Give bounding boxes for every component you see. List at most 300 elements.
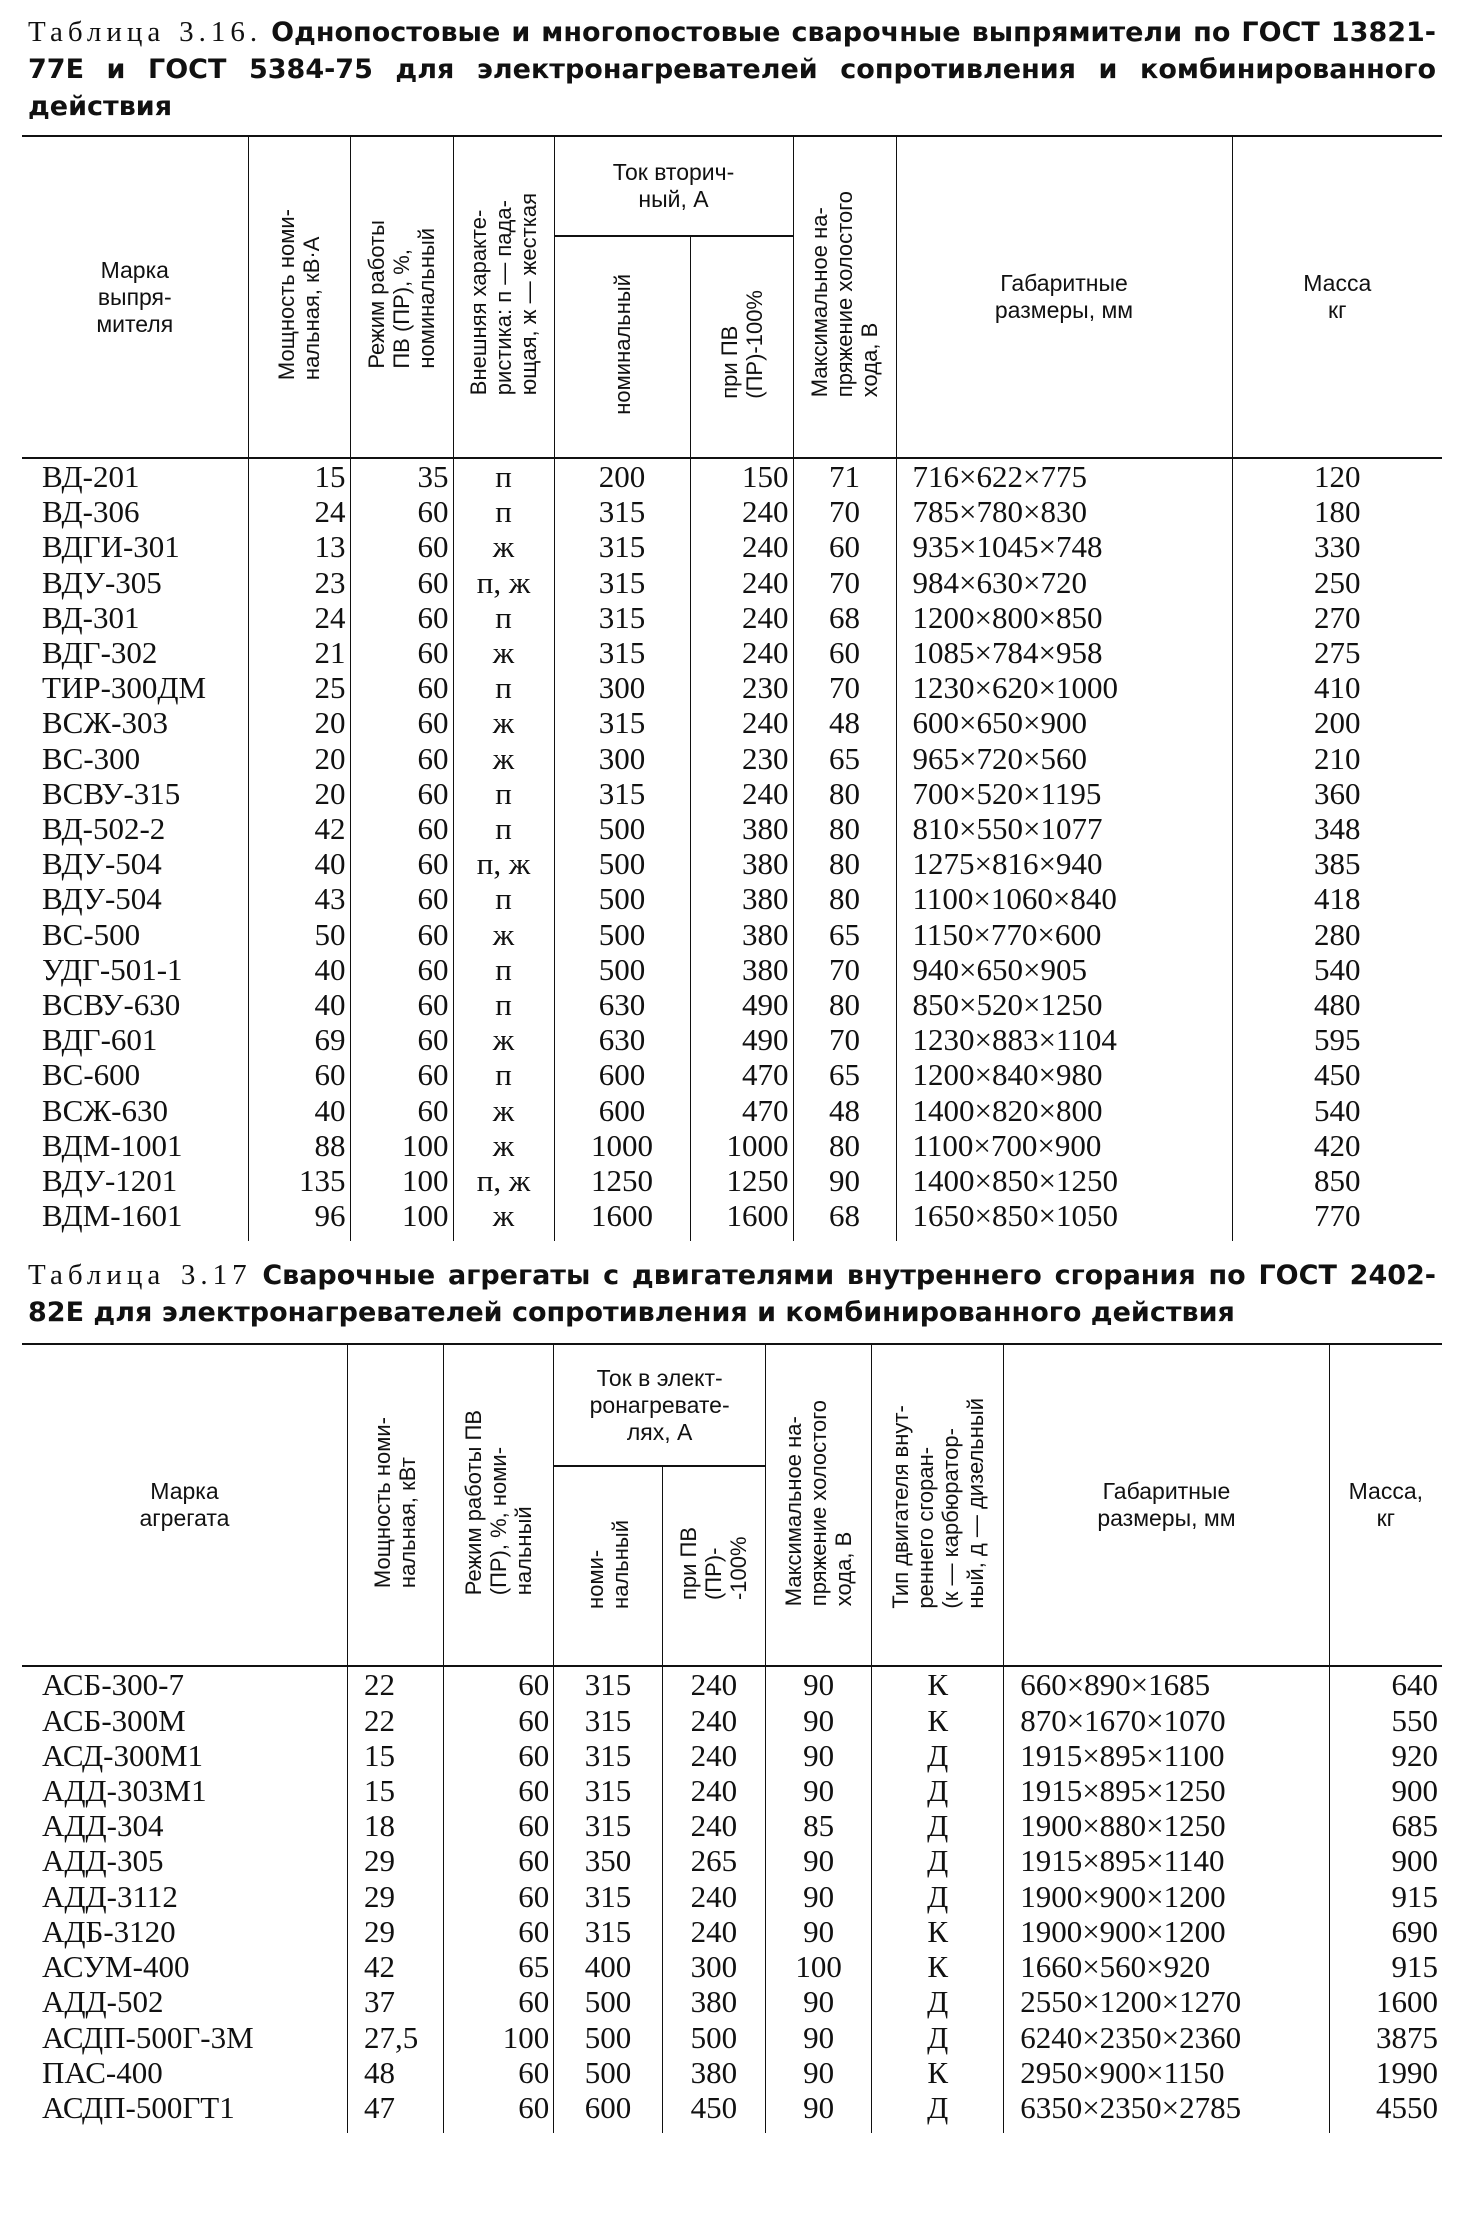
page (22, 14, 1442, 2133)
row-value-cell: 90 (765, 1773, 871, 1808)
row-value-cell: Д (872, 1843, 1004, 1878)
table-row (22, 494, 1442, 529)
row-value-cell: 1660×560×920 (1004, 1949, 1329, 1984)
row-value-cell: 1600 (554, 1198, 690, 1241)
row-value-cell: 500 (554, 1984, 662, 2019)
row-value-cell: 550 (1329, 1703, 1442, 1738)
row-value-cell: 1600 (1329, 1984, 1442, 2019)
row-value-cell: ж (453, 1093, 554, 1128)
row-value-cell: Д (872, 1773, 1004, 1808)
row-value-cell: 315 (554, 565, 690, 600)
row-value-cell: 20 (248, 776, 350, 811)
table2-header-current-group: Ток в элект- ронагревате- лях, А (554, 1344, 766, 1466)
row-value-cell: 810×550×1077 (896, 811, 1232, 846)
row-value-cell: п (453, 600, 554, 635)
row-value-cell: Д (872, 2090, 1004, 2133)
row-value-cell: ж (453, 705, 554, 740)
row-value-cell: 70 (793, 565, 896, 600)
row-value-cell: 315 (554, 635, 690, 670)
row-value-cell: 1230×620×1000 (896, 670, 1232, 705)
row-value-cell: 935×1045×748 (896, 529, 1232, 564)
row-value-cell: 80 (793, 776, 896, 811)
row-value-cell: 450 (662, 2090, 765, 2133)
row-brand-cell: ВДУ-305 (42, 564, 162, 600)
row-brand-cell: ВСЖ-303 (42, 705, 168, 741)
row-value-cell: 1230×883×1104 (896, 1022, 1232, 1057)
row-value-cell: 29 (347, 1879, 443, 1914)
row-value-cell: 60 (443, 1843, 554, 1878)
table-row (22, 565, 1442, 600)
row-value-cell: К (872, 1949, 1004, 1984)
row-value-cell: 80 (793, 987, 896, 1022)
row-value-cell: 100 (443, 2020, 554, 2055)
row-value-cell: 240 (690, 494, 793, 529)
row-value-cell: 984×630×720 (896, 565, 1232, 600)
row-value-cell: 42 (347, 1949, 443, 1984)
row-value-cell: 90 (765, 1914, 871, 1949)
table2-header-engine: Тип двигателя внут- реннего сгоран- (к — карбюратор- ный, д — дизельный (887, 1397, 988, 1609)
row-value-cell: 348 (1232, 811, 1442, 846)
row-value-cell: 380 (690, 917, 793, 952)
row-value-cell: 630 (554, 1022, 690, 1057)
row-value-cell: 380 (690, 952, 793, 987)
row-brand-cell: ВД-306 (42, 494, 140, 530)
row-value-cell: 315 (554, 1703, 662, 1738)
row-value-cell: 70 (793, 952, 896, 987)
table-row (22, 600, 1442, 635)
table2-header-current-pv100: при ПВ (ПР)- -100% (676, 1527, 752, 1601)
row-value-cell: 385 (1232, 846, 1442, 881)
table-row (22, 1738, 1442, 1773)
row-value-cell: К (872, 1703, 1004, 1738)
row-value-cell: 40 (248, 952, 350, 987)
row-value-cell: 4550 (1329, 2090, 1442, 2133)
row-value-cell: 490 (690, 1022, 793, 1057)
table2-label: Таблица 3.17 (28, 1259, 252, 1292)
row-value-cell: 240 (662, 1914, 765, 1949)
table2-header-current-nominal: номи- нальный (583, 1519, 634, 1609)
row-value-cell: 500 (554, 846, 690, 881)
row-brand-cell: АСБ-300М (42, 1702, 186, 1738)
row-value-cell: 685 (1329, 1808, 1442, 1843)
row-value-cell: 40 (248, 1093, 350, 1128)
row-value-cell: 1100×700×900 (896, 1128, 1232, 1163)
row-value-cell: 380 (662, 1984, 765, 2019)
row-value-cell: 230 (690, 670, 793, 705)
row-value-cell: 40 (248, 987, 350, 1022)
row-value-cell: 250 (1232, 565, 1442, 600)
row-value-cell: 60 (443, 1738, 554, 1773)
row-value-cell: 1150×770×600 (896, 917, 1232, 952)
row-value-cell: 65 (793, 917, 896, 952)
row-value-cell: 150 (690, 458, 793, 494)
row-value-cell: 80 (793, 846, 896, 881)
row-brand-cell: ВДУ-504 (42, 881, 162, 917)
row-value-cell: 22 (347, 1666, 443, 1702)
row-value-cell: 90 (765, 1703, 871, 1738)
table-row (22, 2090, 1442, 2133)
row-brand-cell: ПАС-400 (42, 2054, 163, 2090)
row-value-cell: 135 (248, 1163, 350, 1198)
row-value-cell: 68 (793, 600, 896, 635)
row-value-cell: 60 (350, 1022, 453, 1057)
row-value-cell: п (453, 811, 554, 846)
table-row (22, 846, 1442, 881)
row-value-cell: 21 (248, 635, 350, 670)
row-value-cell: 13 (248, 529, 350, 564)
row-value-cell: 60 (443, 1773, 554, 1808)
row-value-cell: 3875 (1329, 2020, 1442, 2055)
row-brand-cell: ТИР-300ДМ (42, 670, 207, 706)
row-value-cell: 80 (793, 1128, 896, 1163)
row-value-cell: 240 (690, 600, 793, 635)
table2-header-voltage: Максимальное на- пряжение холостого хода, В (781, 1399, 857, 1607)
table1-header-characteristic: Внешняя характе- ристика: п — пада- ющая, ж — жесткая (466, 193, 541, 396)
row-value-cell: 60 (350, 1093, 453, 1128)
row-value-cell: 88 (248, 1128, 350, 1163)
table-row (22, 741, 1442, 776)
row-brand-cell: ВС-600 (42, 1057, 141, 1093)
row-value-cell: 380 (662, 2055, 765, 2090)
row-value-cell: 40 (248, 846, 350, 881)
row-value-cell: Д (872, 1808, 1004, 1843)
table-row (22, 705, 1442, 740)
row-brand-cell: ВСВУ-630 (42, 987, 181, 1023)
row-value-cell: 315 (554, 1773, 662, 1808)
row-value-cell: 60 (350, 1057, 453, 1092)
row-value-cell: 850×520×1250 (896, 987, 1232, 1022)
row-value-cell: п (453, 987, 554, 1022)
table2-header-power: Мощность номи- нальная, кВт (370, 1417, 421, 1589)
row-value-cell: 420 (1232, 1128, 1442, 1163)
row-value-cell: 240 (662, 1738, 765, 1773)
row-value-cell: ж (453, 1128, 554, 1163)
row-value-cell: 240 (690, 776, 793, 811)
row-value-cell: 60 (350, 705, 453, 740)
row-value-cell: 71 (793, 458, 896, 494)
row-value-cell: 418 (1232, 881, 1442, 916)
row-value-cell: 630 (554, 987, 690, 1022)
table-row (22, 529, 1442, 564)
row-value-cell: 400 (554, 1949, 662, 1984)
row-value-cell: 80 (793, 881, 896, 916)
row-value-cell: 940×650×905 (896, 952, 1232, 987)
row-value-cell: 965×720×560 (896, 741, 1232, 776)
table1 (22, 135, 1442, 1241)
table1-header-current-nominal: номинальный (609, 274, 635, 415)
table-row (22, 987, 1442, 1022)
row-value-cell: Д (872, 1738, 1004, 1773)
row-value-cell: 60 (443, 1703, 554, 1738)
row-value-cell: 18 (347, 1808, 443, 1843)
table2-body (22, 1666, 1442, 2133)
row-value-cell: 600 (554, 1093, 690, 1128)
row-value-cell: 60 (350, 494, 453, 529)
row-value-cell: 60 (350, 811, 453, 846)
row-value-cell: 315 (554, 529, 690, 564)
table-row (22, 1128, 1442, 1163)
row-brand-cell: ВД-502-2 (42, 811, 166, 847)
row-value-cell: 22 (347, 1703, 443, 1738)
row-value-cell: 69 (248, 1022, 350, 1057)
row-brand-cell: ВСЖ-630 (42, 1092, 168, 1128)
row-value-cell: 315 (554, 1808, 662, 1843)
row-value-cell: 915 (1329, 1949, 1442, 1984)
row-value-cell: 500 (554, 881, 690, 916)
row-value-cell: 300 (554, 670, 690, 705)
row-value-cell: 23 (248, 565, 350, 600)
row-value-cell: 1900×900×1200 (1004, 1914, 1329, 1949)
row-value-cell: 600×650×900 (896, 705, 1232, 740)
row-value-cell: 315 (554, 600, 690, 635)
row-value-cell: 500 (554, 917, 690, 952)
row-value-cell: 595 (1232, 1022, 1442, 1057)
row-value-cell: 20 (248, 741, 350, 776)
row-brand-cell: ВД-301 (42, 599, 140, 635)
row-value-cell: 600 (554, 2090, 662, 2133)
row-value-cell: 6240×2350×2360 (1004, 2020, 1329, 2055)
row-value-cell: 90 (793, 1163, 896, 1198)
row-brand-cell: ВДГ-601 (42, 1022, 158, 1058)
row-value-cell: 24 (248, 600, 350, 635)
row-value-cell: 490 (690, 987, 793, 1022)
table-row (22, 811, 1442, 846)
row-value-cell: 900 (1329, 1843, 1442, 1878)
row-value-cell: 380 (690, 846, 793, 881)
row-value-cell: 315 (554, 494, 690, 529)
row-value-cell: 1250 (690, 1163, 793, 1198)
row-value-cell: 15 (347, 1738, 443, 1773)
row-value-cell: К (872, 2055, 1004, 2090)
table1-header-mass: Масса кг (1232, 136, 1442, 458)
row-value-cell: 60 (248, 1057, 350, 1092)
table2 (22, 1343, 1442, 2133)
row-value-cell: 48 (347, 2055, 443, 2090)
row-value-cell: 315 (554, 1914, 662, 1949)
row-brand-cell: ВДГИ-301 (42, 529, 180, 565)
row-value-cell: К (872, 1666, 1004, 1702)
table1-body (22, 458, 1442, 1241)
row-value-cell: 27,5 (347, 2020, 443, 2055)
row-value-cell: 70 (793, 494, 896, 529)
row-value-cell: 1915×895×1140 (1004, 1843, 1329, 1878)
row-value-cell: 100 (765, 1949, 871, 1984)
row-value-cell: 700×520×1195 (896, 776, 1232, 811)
row-value-cell: ж (453, 917, 554, 952)
row-value-cell: 900 (1329, 1773, 1442, 1808)
row-brand-cell: АСУМ-400 (42, 1949, 190, 1985)
row-value-cell: 90 (765, 2090, 871, 2133)
table-row (22, 1773, 1442, 1808)
row-value-cell: 1915×895×1250 (1004, 1773, 1329, 1808)
row-value-cell: 2950×900×1150 (1004, 2055, 1329, 2090)
row-value-cell: 660×890×1685 (1004, 1666, 1329, 1702)
row-value-cell: 315 (554, 1666, 662, 1702)
row-brand-cell: ВД-201 (42, 459, 140, 494)
row-value-cell: 70 (793, 670, 896, 705)
row-brand-cell: АДД-502 (42, 1984, 164, 2020)
row-value-cell: ж (453, 635, 554, 670)
row-value-cell: 915 (1329, 1879, 1442, 1914)
row-value-cell: 470 (690, 1093, 793, 1128)
row-brand-cell: ВДГ-302 (42, 635, 158, 671)
table2-header-duty: Режим работы ПВ (ПР), %, номи- нальный (460, 1410, 536, 1596)
row-value-cell: 1085×784×958 (896, 635, 1232, 670)
table-row (22, 917, 1442, 952)
row-value-cell: 1900×900×1200 (1004, 1879, 1329, 1914)
row-value-cell: 90 (765, 1843, 871, 1878)
table-row (22, 776, 1442, 811)
table-row (22, 1022, 1442, 1057)
row-value-cell: 68 (793, 1198, 896, 1241)
table-row (22, 952, 1442, 987)
table-row (22, 458, 1442, 494)
row-value-cell: п (453, 458, 554, 494)
row-value-cell: 90 (765, 1666, 871, 1702)
row-value-cell: 60 (350, 670, 453, 705)
row-value-cell: 315 (554, 776, 690, 811)
table-row (22, 2020, 1442, 2055)
row-value-cell: 920 (1329, 1738, 1442, 1773)
row-value-cell: 25 (248, 670, 350, 705)
row-value-cell: 230 (690, 741, 793, 776)
row-value-cell: 240 (690, 529, 793, 564)
table-row (22, 1703, 1442, 1738)
table-row (22, 1914, 1442, 1949)
row-brand-cell: ВС-300 (42, 740, 141, 776)
row-value-cell: п, ж (453, 846, 554, 881)
row-value-cell: 1200×840×980 (896, 1057, 1232, 1092)
row-value-cell: 270 (1232, 600, 1442, 635)
row-value-cell: 716×622×775 (896, 458, 1232, 494)
row-value-cell: п (453, 776, 554, 811)
row-value-cell: 500 (662, 2020, 765, 2055)
row-value-cell: ж (453, 1198, 554, 1241)
row-value-cell: 48 (793, 1093, 896, 1128)
row-value-cell: п (453, 494, 554, 529)
row-value-cell: 65 (443, 1949, 554, 1984)
table-row (22, 1808, 1442, 1843)
row-value-cell: 770 (1232, 1198, 1442, 1241)
row-value-cell: 60 (443, 2090, 554, 2133)
row-value-cell: Д (872, 1984, 1004, 2019)
row-value-cell: п (453, 952, 554, 987)
row-value-cell: 15 (248, 458, 350, 494)
table1-header-brand: Марка выпря- мителя (22, 136, 248, 458)
row-value-cell: 60 (350, 987, 453, 1022)
row-value-cell: 200 (554, 458, 690, 494)
row-value-cell: 315 (554, 705, 690, 740)
row-brand-cell: АДД-304 (42, 1808, 164, 1844)
row-value-cell: 60 (443, 2055, 554, 2090)
row-value-cell: 90 (765, 1879, 871, 1914)
table-row (22, 881, 1442, 916)
row-value-cell: 90 (765, 2055, 871, 2090)
row-value-cell: 48 (793, 705, 896, 740)
row-value-cell: 410 (1232, 670, 1442, 705)
row-value-cell: 100 (350, 1163, 453, 1198)
row-value-cell: 60 (350, 952, 453, 987)
row-value-cell: 60 (350, 529, 453, 564)
row-value-cell: 60 (350, 565, 453, 600)
table-row (22, 635, 1442, 670)
row-value-cell: 65 (793, 741, 896, 776)
row-value-cell: 870×1670×1070 (1004, 1703, 1329, 1738)
table2-header-dimensions: Габаритные размеры, мм (1004, 1344, 1329, 1666)
row-value-cell: 60 (350, 600, 453, 635)
table2-header-mass: Масса, кг (1329, 1344, 1442, 1666)
row-value-cell: 1200×800×850 (896, 600, 1232, 635)
row-value-cell: 2550×1200×1270 (1004, 1984, 1329, 2019)
row-value-cell: п, ж (453, 1163, 554, 1198)
row-value-cell: 500 (554, 2055, 662, 2090)
row-value-cell: 300 (554, 741, 690, 776)
row-value-cell: п, ж (453, 565, 554, 600)
row-value-cell: 35 (350, 458, 453, 494)
row-value-cell: 29 (347, 1914, 443, 1949)
table1-header-current-group: Ток вторич- ный, А (554, 136, 793, 236)
row-value-cell: 265 (662, 1843, 765, 1878)
table1-header-duty: Режим работы ПВ (ПР), %, номинальный (364, 220, 439, 369)
row-value-cell: 240 (690, 635, 793, 670)
row-value-cell: 90 (765, 1984, 871, 2019)
row-value-cell: 42 (248, 811, 350, 846)
row-value-cell: 1400×820×800 (896, 1093, 1232, 1128)
table-row (22, 670, 1442, 705)
table1-header-voltage: Максимальное на- пряжение холостого хода, В (807, 191, 882, 398)
row-value-cell: 240 (690, 705, 793, 740)
row-value-cell: п (453, 881, 554, 916)
row-value-cell: 24 (248, 494, 350, 529)
row-value-cell: 360 (1232, 776, 1442, 811)
row-value-cell: 500 (554, 952, 690, 987)
row-value-cell: 350 (554, 1843, 662, 1878)
table-row (22, 1843, 1442, 1878)
table1-caption (28, 14, 1436, 125)
row-value-cell: 240 (662, 1666, 765, 1702)
row-value-cell: 850 (1232, 1163, 1442, 1198)
row-value-cell: Д (872, 2020, 1004, 2055)
row-value-cell: 1400×850×1250 (896, 1163, 1232, 1198)
row-value-cell: 60 (793, 529, 896, 564)
row-value-cell: ж (453, 1022, 554, 1057)
row-brand-cell: АСДП-500ГТ1 (42, 2089, 235, 2125)
row-value-cell: 15 (347, 1773, 443, 1808)
row-value-cell: 1000 (690, 1128, 793, 1163)
row-brand-cell: АСБ-300-7 (42, 1667, 184, 1703)
row-value-cell: 70 (793, 1022, 896, 1057)
row-brand-cell: АДД-305 (42, 1843, 164, 1879)
row-value-cell: К (872, 1914, 1004, 1949)
row-value-cell: 60 (350, 917, 453, 952)
row-value-cell: 540 (1232, 952, 1442, 987)
row-value-cell: п (453, 1057, 554, 1092)
row-brand-cell: АДД-3112 (42, 1878, 178, 1914)
row-value-cell: 60 (443, 1879, 554, 1914)
row-brand-cell: АСДП-500Г-3М (42, 2019, 254, 2055)
row-value-cell: 60 (793, 635, 896, 670)
row-value-cell: 90 (765, 2020, 871, 2055)
row-value-cell: 85 (765, 1808, 871, 1843)
row-brand-cell: ВДУ-504 (42, 846, 162, 882)
row-value-cell: 60 (443, 1808, 554, 1843)
row-value-cell: 240 (662, 1808, 765, 1843)
row-value-cell: 60 (350, 846, 453, 881)
row-value-cell: ж (453, 529, 554, 564)
row-value-cell: 90 (765, 1738, 871, 1773)
table-row (22, 1879, 1442, 1914)
row-value-cell: 60 (443, 1666, 554, 1702)
